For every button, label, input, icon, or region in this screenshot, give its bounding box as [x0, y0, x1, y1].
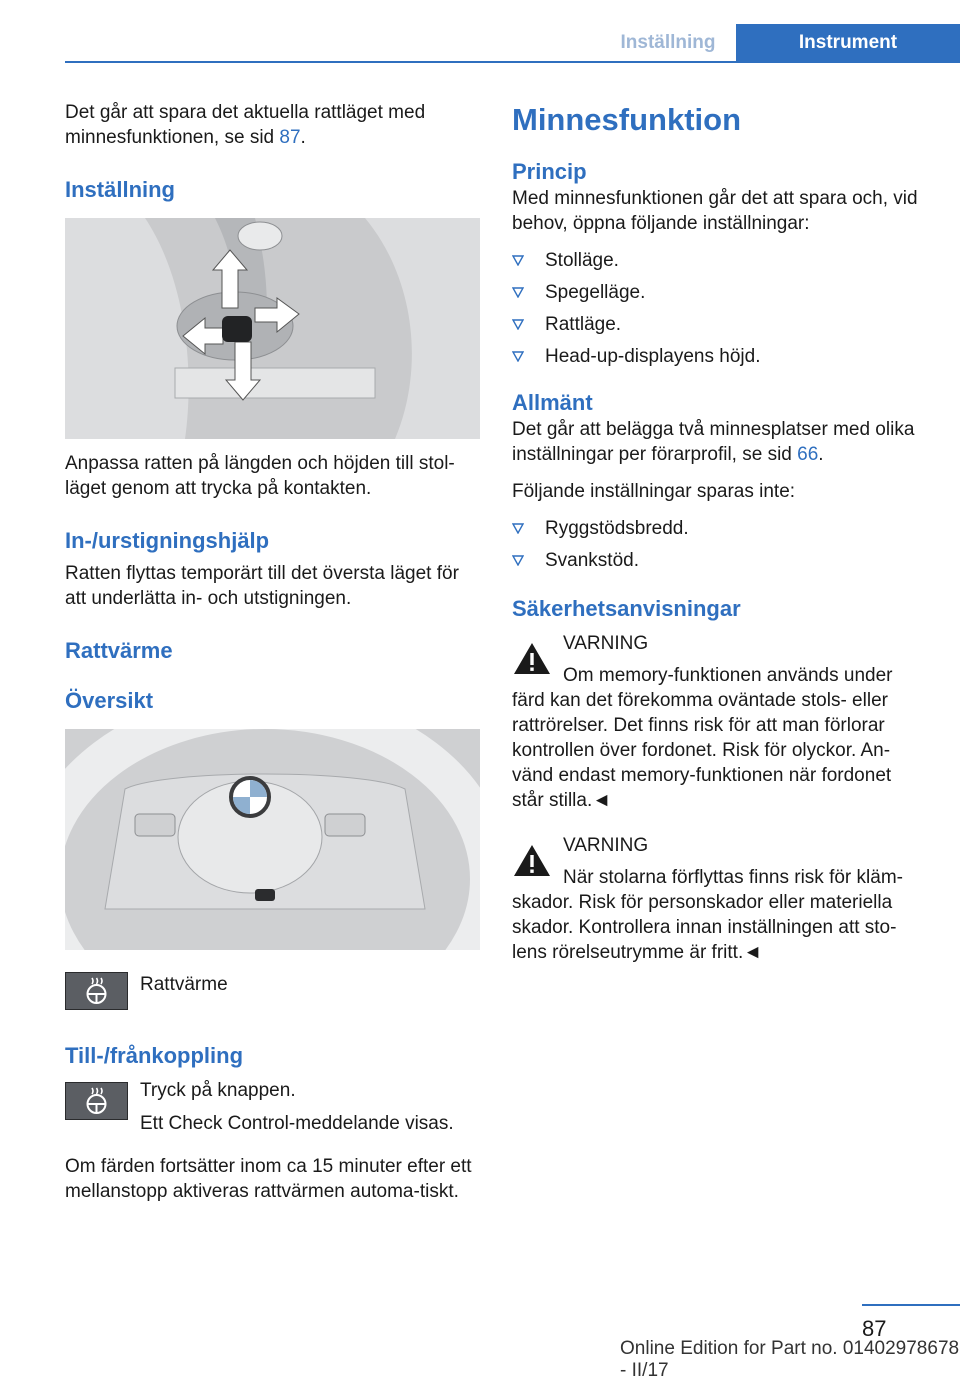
triangle-bullet-icon [512, 555, 524, 566]
left-column [65, 100, 480, 1204]
heading-onoff: Till-/frånkoppling [65, 1043, 244, 1068]
triangle-bullet-icon [512, 319, 524, 330]
not-saved-paragraph: Följande inställningar sparas inte: [512, 481, 796, 502]
list-item: Rattläge. [512, 312, 922, 337]
header-rule [65, 61, 960, 63]
heading-installning: Inställning [65, 177, 175, 202]
list-item: Svankstöd. [512, 548, 922, 573]
not-saved-list [512, 516, 922, 573]
triangle-bullet-icon [512, 523, 524, 534]
triangle-bullet-icon [512, 255, 524, 266]
warning-1-text: färd kan det förekomma oväntade stols- eller rattrörelser. Det finns risk för att man förlorar kontrollen över fordonet. Risk för olyckor. An-vänd endast memory-funktionen när fordonet står stilla.◄ [512, 690, 892, 811]
heating-icon-row [65, 972, 480, 1012]
list-item: Head-up-displayens höjd. [512, 344, 922, 369]
warning-1-title: VARNING [563, 633, 649, 654]
step-check-control: Ett Check Control-meddelande visas. [140, 1113, 454, 1134]
warning-2-text: skador. Risk för personskador eller materiella skador. Kontrollera innan inställningen att sto-lens rörelseutrymme är fritt.◄ [512, 892, 897, 963]
principle-paragraph: Med minnesfunktionen går det att spara och, vid behov, öppna följande inställningar: [512, 188, 918, 234]
steering-column-adjust-figure [65, 218, 480, 439]
header-chapter-tab[interactable]: Instrument [736, 24, 960, 62]
warning-2-first-line: När stolarna förflyttas finns risk för kläm- [563, 867, 903, 888]
list-item: Ryggstödsbredd. [512, 516, 922, 541]
page-link-66[interactable]: 66 [797, 444, 819, 465]
page-link-87[interactable]: 87 [279, 127, 301, 148]
steering-wheel-figure [65, 729, 480, 950]
header-section-tab[interactable]: Inställning [620, 32, 716, 53]
heading-memory-function: Minnesfunktion [512, 102, 742, 137]
memory-settings-list [512, 248, 922, 369]
heating-icon-label: Rattvärme [140, 974, 228, 995]
list-item: Spegelläge. [512, 280, 922, 305]
warning-2-title: VARNING [563, 835, 649, 856]
step-press-button: Tryck på knappen. [140, 1080, 296, 1101]
warning-triangle-icon [512, 843, 552, 878]
triangle-bullet-icon [512, 287, 524, 298]
heading-safety: Säkerhetsanvisningar [512, 596, 741, 621]
intro-paragraph: Det går att spara det aktuella rattläget med minnesfunktionen, se sid 87. [65, 102, 426, 148]
warning-block-2 [512, 833, 922, 965]
triangle-bullet-icon [512, 351, 524, 362]
steering-heat-icon [65, 972, 128, 1010]
footer-rule [862, 1304, 960, 1306]
page-number: 87 [862, 1316, 887, 1341]
auto-activation-paragraph: Om färden fortsätter inom ca 15 minuter efter ett mellanstopp aktiveras rattvärmen automa-tiskt. [65, 1156, 472, 1202]
right-column [512, 100, 922, 965]
list-item: Stolläge. [512, 248, 922, 273]
heading-overview: Översikt [65, 688, 154, 713]
heading-entry-help: In-/urstigningshjälp [65, 528, 270, 553]
entry-paragraph: Ratten flyttas temporärt till det översta läget för att underlätta in- och utstigningen. [65, 563, 459, 609]
adjust-paragraph: Anpassa ratten på längden och höjden till stol-läget genom att trycka på kontakten. [65, 453, 455, 499]
warning-triangle-icon [512, 641, 552, 676]
general-paragraph: Det går att belägga två minnesplatser med olika inställningar per förarprofil, se sid 66. [512, 419, 915, 465]
warning-block-1 [512, 631, 922, 813]
steering-heat-button-icon[interactable] [65, 1082, 128, 1120]
warning-1-first-line: Om memory-funktionen används under [563, 665, 893, 686]
edition-footer: Online Edition for Part no. 01402978678 - II/17 [620, 1338, 960, 1381]
heading-general: Allmänt [512, 390, 593, 415]
onoff-step-row [65, 1078, 480, 1136]
heading-heating: Rattvärme [65, 638, 173, 663]
heading-principle: Princip [512, 159, 587, 184]
